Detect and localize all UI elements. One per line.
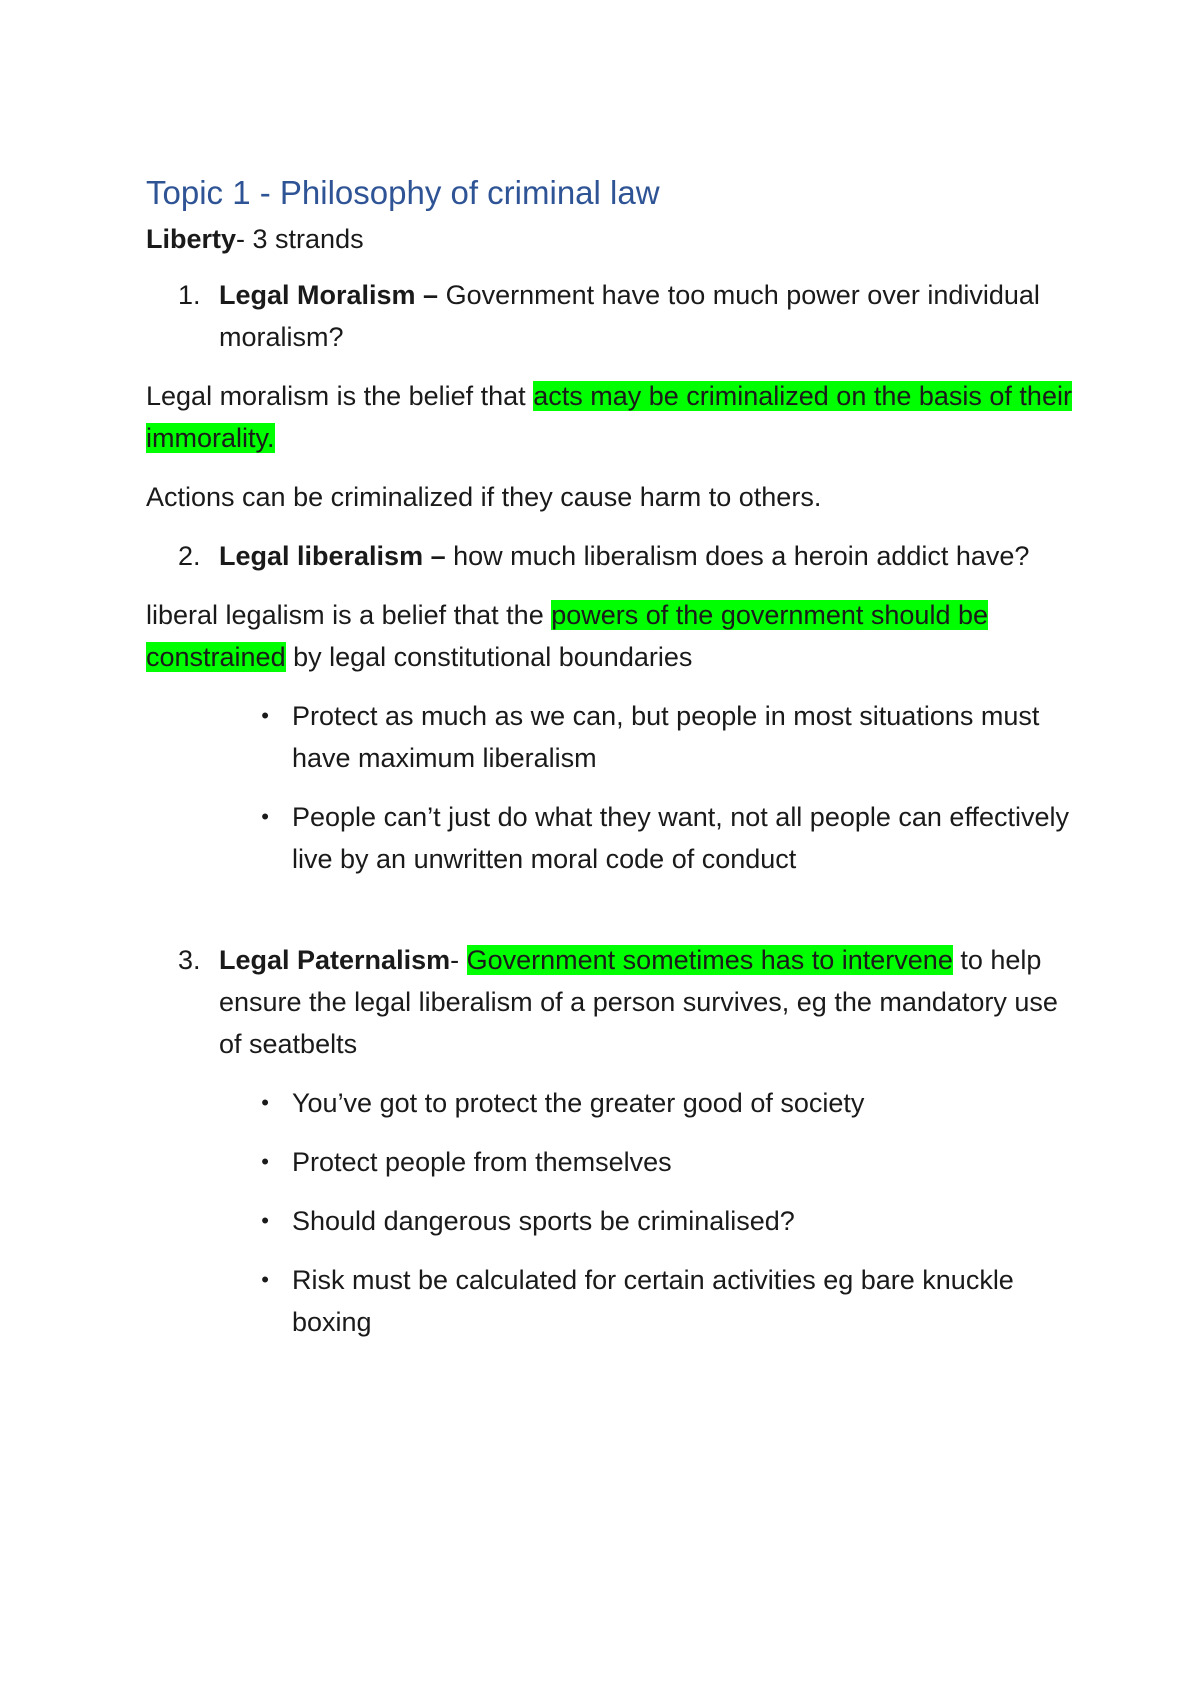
paragraph-legal-moralism	[146, 375, 1076, 459]
item-body: how much liberalism does a heroin addict have?	[445, 541, 1030, 571]
liberty-rest: - 3 strands	[236, 224, 364, 254]
liberty-line	[146, 218, 1076, 260]
highlighted-text: powers of the government should be constrained	[146, 600, 988, 672]
paragraph-harm: Actions can be criminalized if they cause harm to others.	[146, 482, 822, 512]
liberty-label: Liberty	[146, 224, 237, 254]
list-item	[146, 1141, 1076, 1183]
item-body: Government have too much power over individual moralism?	[219, 280, 1040, 352]
page-title: Topic 1 - Philosophy of criminal law	[146, 174, 660, 211]
item-number: 2.	[178, 541, 201, 571]
bullet-text: People can’t just do what they want, not all people can effectively live by an unwritten moral code of conduct	[292, 802, 1069, 874]
list-item	[146, 1259, 1076, 1343]
paragraph-liberal-legalism	[146, 594, 1076, 678]
numbered-item-3	[146, 939, 1076, 1065]
para-text-end: by legal constitutional boundaries	[285, 642, 693, 672]
list-item	[146, 1082, 1076, 1124]
bullet-list-1	[146, 695, 1076, 880]
item-number: 3.	[178, 945, 201, 975]
item-heading: Legal Moralism –	[219, 280, 439, 310]
item-heading: Legal liberalism –	[219, 541, 446, 571]
highlighted-text: Government sometimes has to intervene	[466, 945, 953, 975]
bullet-text: Should dangerous sports be criminalised?	[292, 1206, 795, 1236]
empty-line	[146, 897, 1076, 939]
para-text: liberal legalism is a belief that the	[146, 600, 552, 630]
highlighted-text: acts may be criminalized on the basis of their immorality.	[146, 381, 1072, 453]
item-text	[219, 939, 1076, 1065]
list-item	[146, 1200, 1076, 1242]
item-number: 1.	[178, 280, 201, 310]
bullet-text: Protect as much as we can, but people in most situations must have maximum liberalism	[292, 701, 1040, 773]
list-item	[146, 796, 1076, 880]
bullet-icon: •	[261, 804, 269, 829]
item-text	[219, 535, 1076, 577]
item-heading: Legal Paternalism	[219, 945, 451, 975]
item-dash: -	[450, 945, 467, 975]
bullet-text: You’ve got to protect the greater good of society	[292, 1088, 865, 1118]
bullet-text: Risk must be calculated for certain activities eg bare knuckle boxing	[292, 1265, 1014, 1337]
document-body	[146, 160, 1076, 1360]
bullet-icon: •	[261, 703, 269, 728]
bullet-icon: •	[261, 1090, 269, 1115]
bullet-icon: •	[261, 1267, 269, 1292]
numbered-item-2	[146, 535, 1076, 577]
item-body: to help ensure the legal liberalism of a person survives, eg the mandatory use of seatbelts	[219, 945, 1058, 1059]
list-item	[146, 695, 1076, 779]
bullet-text: Protect people from themselves	[292, 1147, 672, 1177]
numbered-item-1	[146, 274, 1076, 358]
para-text: Legal moralism is the belief that	[146, 381, 534, 411]
bullet-list-2	[146, 1082, 1076, 1343]
bullet-icon: •	[261, 1208, 269, 1233]
bullet-icon: •	[261, 1149, 269, 1174]
item-text	[219, 274, 1076, 358]
